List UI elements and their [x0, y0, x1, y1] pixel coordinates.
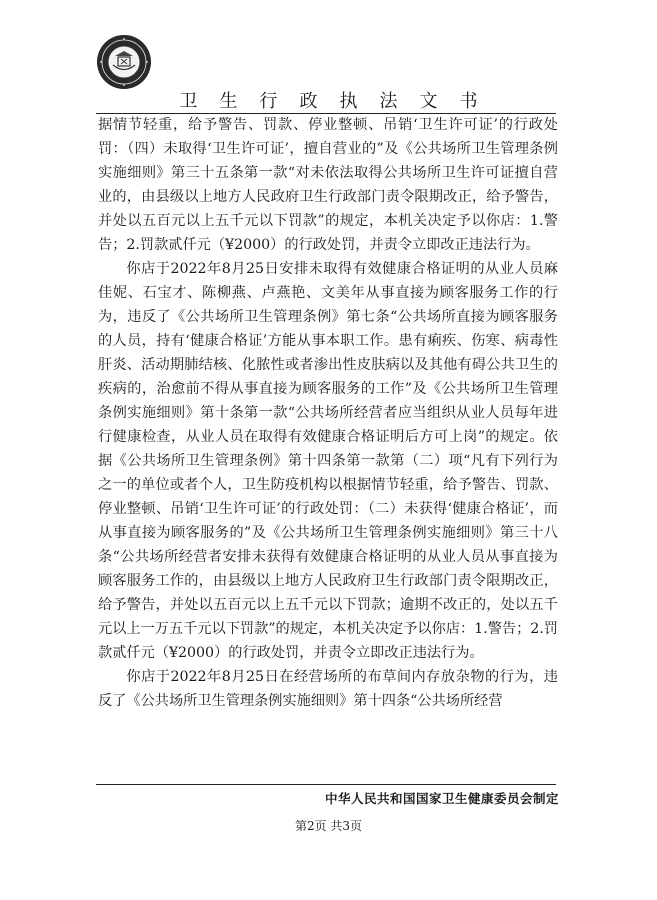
issuing-organization: 中华人民共和国国家卫生健康委员会制定 — [324, 791, 559, 806]
footer-divider — [96, 784, 556, 785]
paragraph-3: 你店于2022年8月25日在经营场所的布草间内存放杂物的行为，违反了《公共场所卫生管理条例实施细则》第十四条“公共场所经营 — [98, 669, 558, 709]
health-inspection-seal-icon — [96, 34, 152, 90]
paragraph-2: 你店于2022年8月25日安排未取得有效健康合格证明的从业人员麻佳妮、石宝才、陈柳燕、卢燕艳、文美年从事直接为顾客服务工作的行为，违反了《公共场所卫生管理条例》第七条“公共场所直接为顾客服务的人员，持有‘健康合格证’方能从事本职工作。患有痢疾、伤寒、病毒性肝炎、活动期肺结核、化脓性或者渗出性皮肤病以及其他有碍公共卫生的疾病的，治愈前不得从事直接为顾客服务的工作”及《公共场所卫生管理条例实施细则》第十条第一款“公共场所经营者应当组织从业人员每年进行健康检查，从业人员在取得有效健康合格证明后方可上岗”的规定。依据《公共场所卫生管理条例》第十四条第一款第（二）项“凡有下列行为之一的单位或者个人，卫生防疫机构以根据情节轻重，给予警告、罚款、停业整顿、吊销‘卫生许可证’的行政处罚：（二）未获得‘健康合格证’，而从事直接为顾客服务的”及《公共场所卫生管理条例实施细则》第三十八条“公共场所经营者安排未获得有效健康合格证明的从业人员从事直接为顾客服务工作的，由县级以上地方人民政府卫生行政部门责令限期改正，给予警告，并处以五百元以上五千元以下罚款；逾期不改正的，处以五千元以上一万五千元以下罚款”的规定，本机关决定予以你店：1.警告；2.罚款贰仟元（¥2000）的行政处罚，并责令立即改正违法行为。 — [98, 261, 558, 661]
document-body — [98, 113, 558, 713]
paragraph-1: 据情节轻重，给予警告、罚款、停业整顿、吊销‘卫生许可证’的行政处罚：（四）未取得‘卫生许可证’，擅自营业的”及《公共场所卫生管理条例实施细则》第三十五条第一款“对未依法取得公共场所卫生许可证擅自营业的，由县级以上地方人民政府卫生行政部门责令限期改正，给予警告，并处以五百元以上五千元以下罚款”的规定，本机关决定予以你店：1.警告；2.罚款贰仟元（¥2000）的行政处罚，并责令立即改正违法行为。 — [98, 117, 558, 253]
page-number: 第2页 共3页 — [294, 819, 363, 833]
document-title: 卫生行政执法文书 — [179, 91, 500, 112]
